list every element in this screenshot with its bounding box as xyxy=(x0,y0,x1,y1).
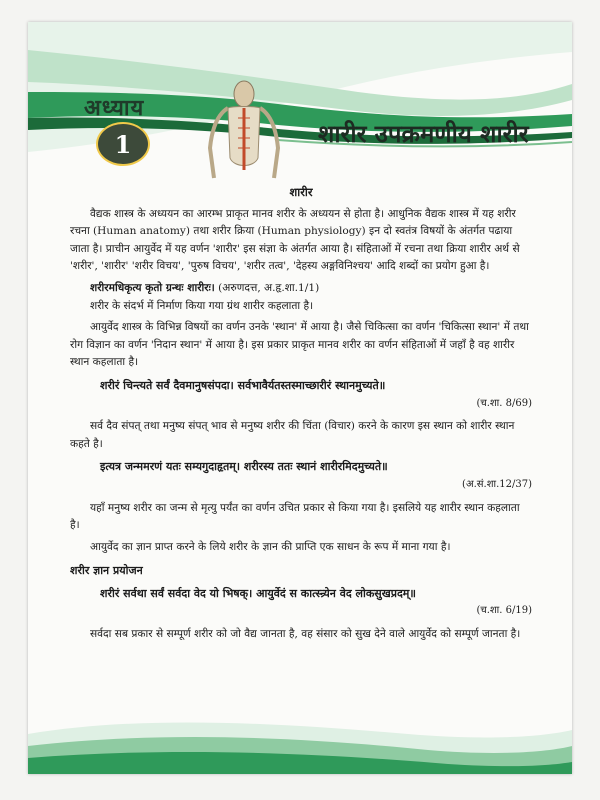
sanskrit-definition: शरीरमधिकृत्य कृतो ग्रन्थः शारीरः। xyxy=(90,281,215,294)
chapter-title: शारीर उपक्रमणीय शारीर xyxy=(318,119,529,148)
paragraph-meaning: शरीर के संदर्भ में निर्माण किया गया ग्रंथ शारीर कहलाता है। xyxy=(90,299,314,312)
verse-1-citation: (च.शा. 8/69) xyxy=(476,397,532,409)
definition-reference: (अरुणदत्त, अ.हृ.शा.1/1) xyxy=(214,281,320,294)
paragraph-intro: वैद्यक शास्त्र के अध्ययन का आरम्भ प्राकृत मानव शरीर के अध्ययन से होता है। आधुनिक वैद्यक शास्त्र में यह शरीर रचना (Human anatomy) तथा शरीर क्रिया (Human physiology) इन दो स्वतंत्र विषयों के अंतर्गत पढाया जाता है। प्राचीन आयुर्वेद में यह वर्णन 'शारीर' इस संज्ञा के अंतर्गत आया है। संहिताओं में रचना तथा क्रिया शारीर अर्थ से 'शरीर', 'शारीर' 'शरीर विचय', 'पुरुष विचय', 'शरीर तत्व', 'देहस्य अङ्गविनिश्चय' आदि शब्दों का प्रयोग हुआ है। xyxy=(70,207,520,273)
chapter-label: अध्याय xyxy=(84,95,145,121)
section-heading: शारीर xyxy=(289,185,313,199)
verse-1: शरीरं चिन्त्यते सर्वं दैवमानुषसंपदा। सर्वभावैर्यतस्तस्माच्छारीरं स्थानमुच्यते॥ xyxy=(100,378,386,392)
paragraph-knowledge: आयुर्वेद का ज्ञान प्राप्त करने के लिये शरीर के ज्ञान की प्राप्ति एक साधन के रूप में माना गया है। xyxy=(90,540,451,553)
verse-3-citation: (च.शा. 6/19) xyxy=(476,605,532,617)
book-page xyxy=(28,22,572,774)
chapter-number-badge: 1 xyxy=(96,122,150,166)
verse-2-citation: (अ.सं.शा.12/37) xyxy=(462,478,532,490)
paragraph-verse-2-meaning: यहाँ मनुष्य शरीर का जन्म से मृत्यु पर्यंत का वर्णन उचित प्रकार से किया गया है। इसलिये यह शारीर स्थान कहलाता है। xyxy=(70,501,520,532)
footer-wave xyxy=(28,694,572,774)
paragraph-definition xyxy=(70,280,532,298)
verse-2: इत्यत्र जन्ममरणं यतः सम्यगुदाहृतम्। शरीरस्य ततः स्थानं शारीरमिदमुच्यते॥ xyxy=(100,460,388,474)
paragraph-verse-1-meaning: सर्व दैव संपत् तथा मनुष्य संपत् भाव से मनुष्य शरीर की चिंता (विचार) करने के कारण इस स्थान को शारीर स्थान कहते है। xyxy=(70,420,515,450)
paragraph-verse-3-meaning: सर्वदा सब प्रकार से सम्पूर्ण शरीर को जो वैद्य जानता है, वह संसार को सुख देने वाले आयुर्वेद को सम्पूर्ण जानता है। xyxy=(90,628,521,641)
human-spine-figure-icon xyxy=(198,78,290,188)
page-body xyxy=(70,184,532,648)
verse-3: शरीरं सर्वथा सर्वं सर्वदा वेद यो भिषक्। आयुर्वेदं स कात्स्न्र्येन वेद लोकसुखप्रदम्॥ xyxy=(100,586,416,600)
paragraph-sthana: आयुर्वेद शास्त्र के विभिन्न विषयों का वर्णन उनके 'स्थान' में आया है। जैसे चिकित्सा का वर्णन 'चिकित्सा स्थान' में तथा रोग विज्ञान का वर्णन 'निदान स्थान' में आया है। इस प्रकार प्राकृत मानव शरीर का वर्णन संहिताओं में जहाँ है वह शारीर स्थान कहलाता है। xyxy=(70,321,529,369)
subheading-purpose: शरीर ज्ञान प्रयोजन xyxy=(70,564,143,578)
